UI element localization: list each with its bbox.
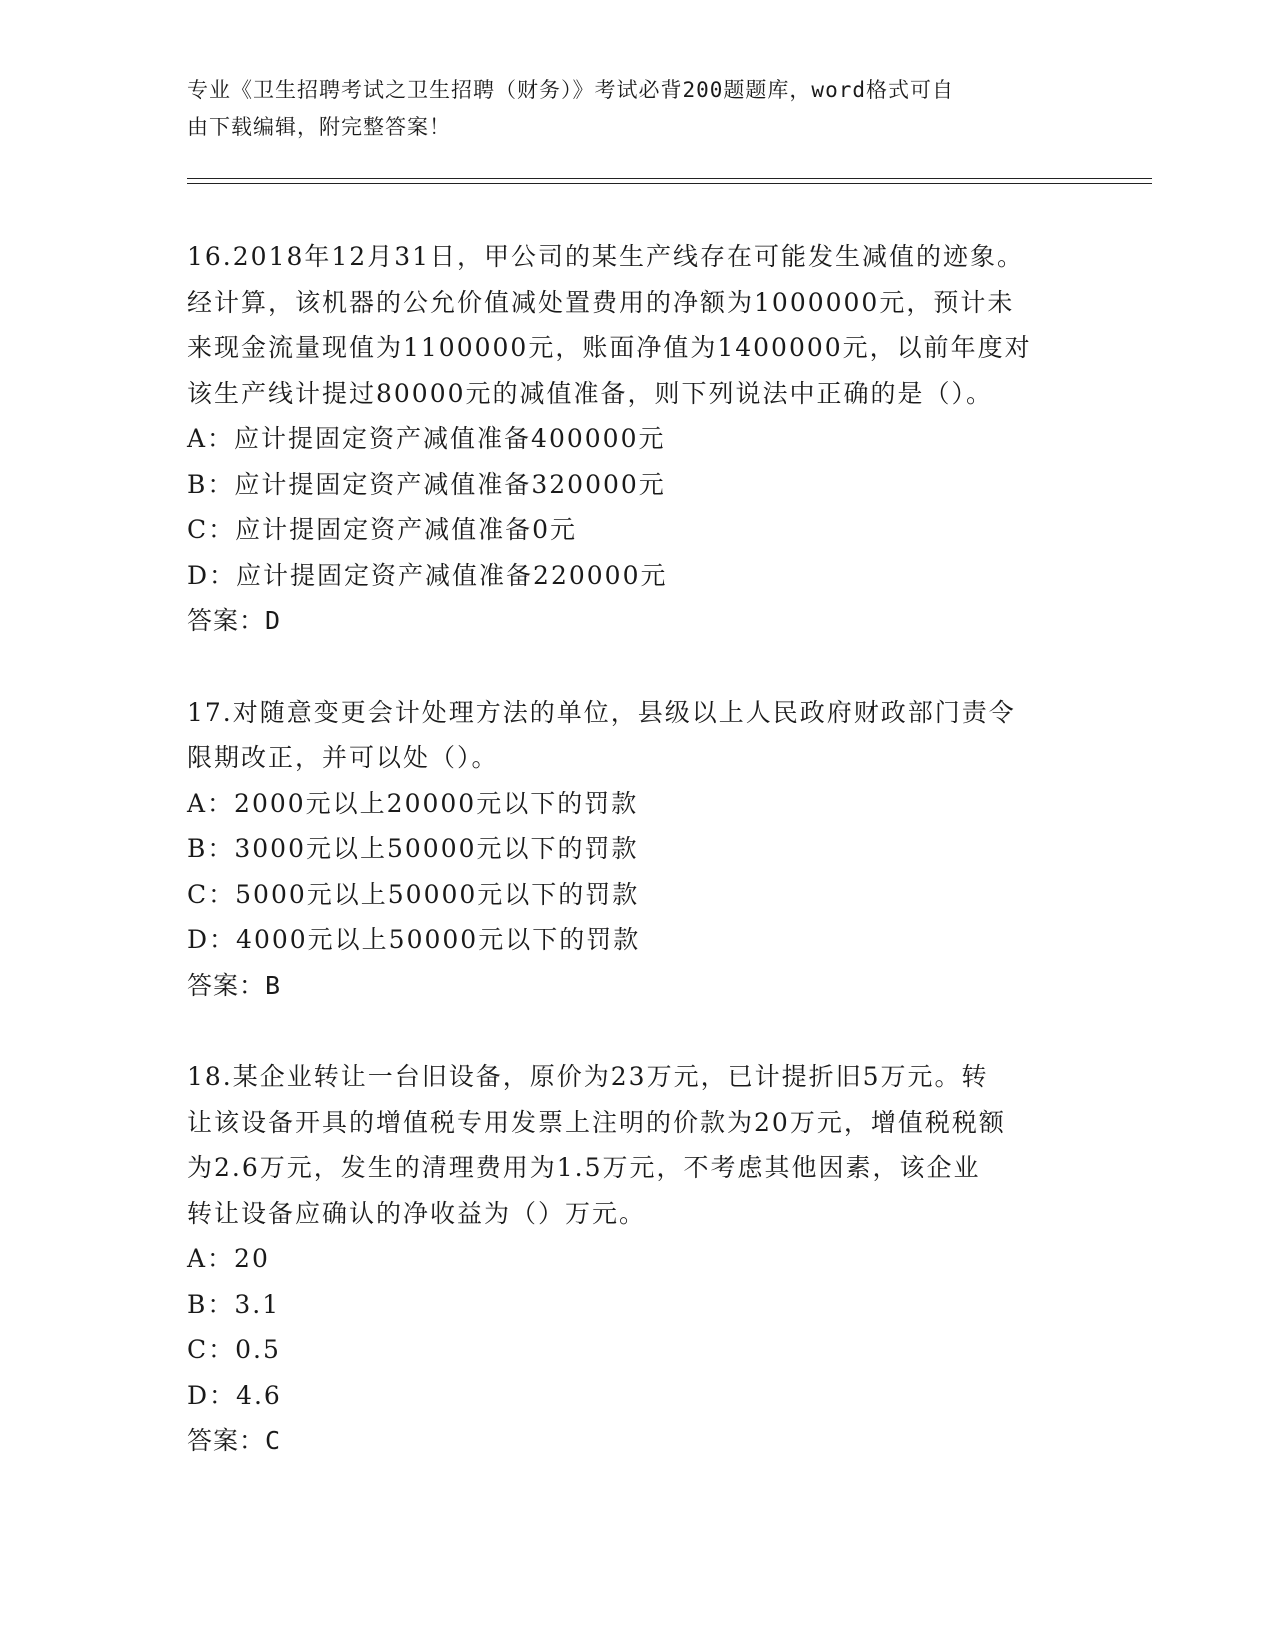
stem-line: 16.2018年12月31日，甲公司的某生产线存在可能发生减值的迹象。 bbox=[187, 242, 1025, 271]
stem-line: 该生产线计提过80000元的减值准备，则下列说法中正确的是（）。 bbox=[187, 378, 994, 408]
stem-line: 为2.6万元，发生的清理费用为1.5万元，不考虑其他因素，该企业 bbox=[187, 1153, 981, 1182]
document-header bbox=[187, 72, 1087, 146]
option-a: A：应计提固定资产减值准备400000元 bbox=[187, 424, 666, 453]
answer-line: 答案：B bbox=[187, 970, 282, 1000]
answer-line: 答案：C bbox=[187, 1426, 282, 1455]
option-c: C：0.5 bbox=[187, 1335, 281, 1364]
header-title-line-2: 由下载编辑，附完整答案！ bbox=[187, 115, 451, 139]
question-18 bbox=[187, 1054, 1087, 1464]
question-stem bbox=[187, 1054, 1087, 1236]
option-c: C：应计提固定资产减值准备0元 bbox=[187, 515, 578, 544]
stem-line: 17.对随意变更会计处理方法的单位，县级以上人民政府财政部门责令 bbox=[187, 697, 1016, 727]
option-b: B：应计提固定资产减值准备320000元 bbox=[187, 469, 666, 499]
question-17 bbox=[187, 690, 1087, 1009]
option-a: A：20 bbox=[187, 1244, 270, 1273]
stem-line: 限期改正，并可以处（）。 bbox=[187, 743, 499, 772]
option-a: A：2000元以上20000元以下的罚款 bbox=[187, 788, 639, 818]
option-b: B：3000元以上50000元以下的罚款 bbox=[187, 834, 639, 863]
stem-line: 让该设备开具的增值税专用发票上注明的价款为20万元，增值税税额 bbox=[187, 1107, 1006, 1137]
stem-line: 18.某企业转让一台旧设备，原价为23万元，已计提折旧5万元。转 bbox=[187, 1062, 989, 1091]
header-divider-top bbox=[187, 178, 1152, 179]
stem-line: 经计算，该机器的公允价值减处置费用的净额为1000000元，预计未 bbox=[187, 287, 1015, 317]
question-stem bbox=[187, 234, 1087, 416]
option-d: D：4.6 bbox=[187, 1380, 282, 1410]
option-c: C：5000元以上50000元以下的罚款 bbox=[187, 879, 640, 909]
stem-line: 转让设备应确认的净收益为（）万元。 bbox=[187, 1198, 647, 1228]
option-d: D：应计提固定资产减值准备220000元 bbox=[187, 560, 668, 590]
question-stem bbox=[187, 690, 1087, 781]
stem-line: 来现金流量现值为1100000元，账面净值为1400000元，以前年度对 bbox=[187, 333, 1032, 362]
header-divider-bottom bbox=[187, 183, 1152, 184]
header-title-line-1: 专业《卫生招聘考试之卫生招聘（财务）》考试必背200题题库，word格式可自 bbox=[187, 78, 954, 102]
question-16 bbox=[187, 234, 1087, 644]
option-b: B：3.1 bbox=[187, 1289, 281, 1319]
option-d: D：4000元以上50000元以下的罚款 bbox=[187, 925, 641, 954]
question-list bbox=[187, 234, 1087, 1510]
answer-line: 答案：D bbox=[187, 606, 282, 635]
